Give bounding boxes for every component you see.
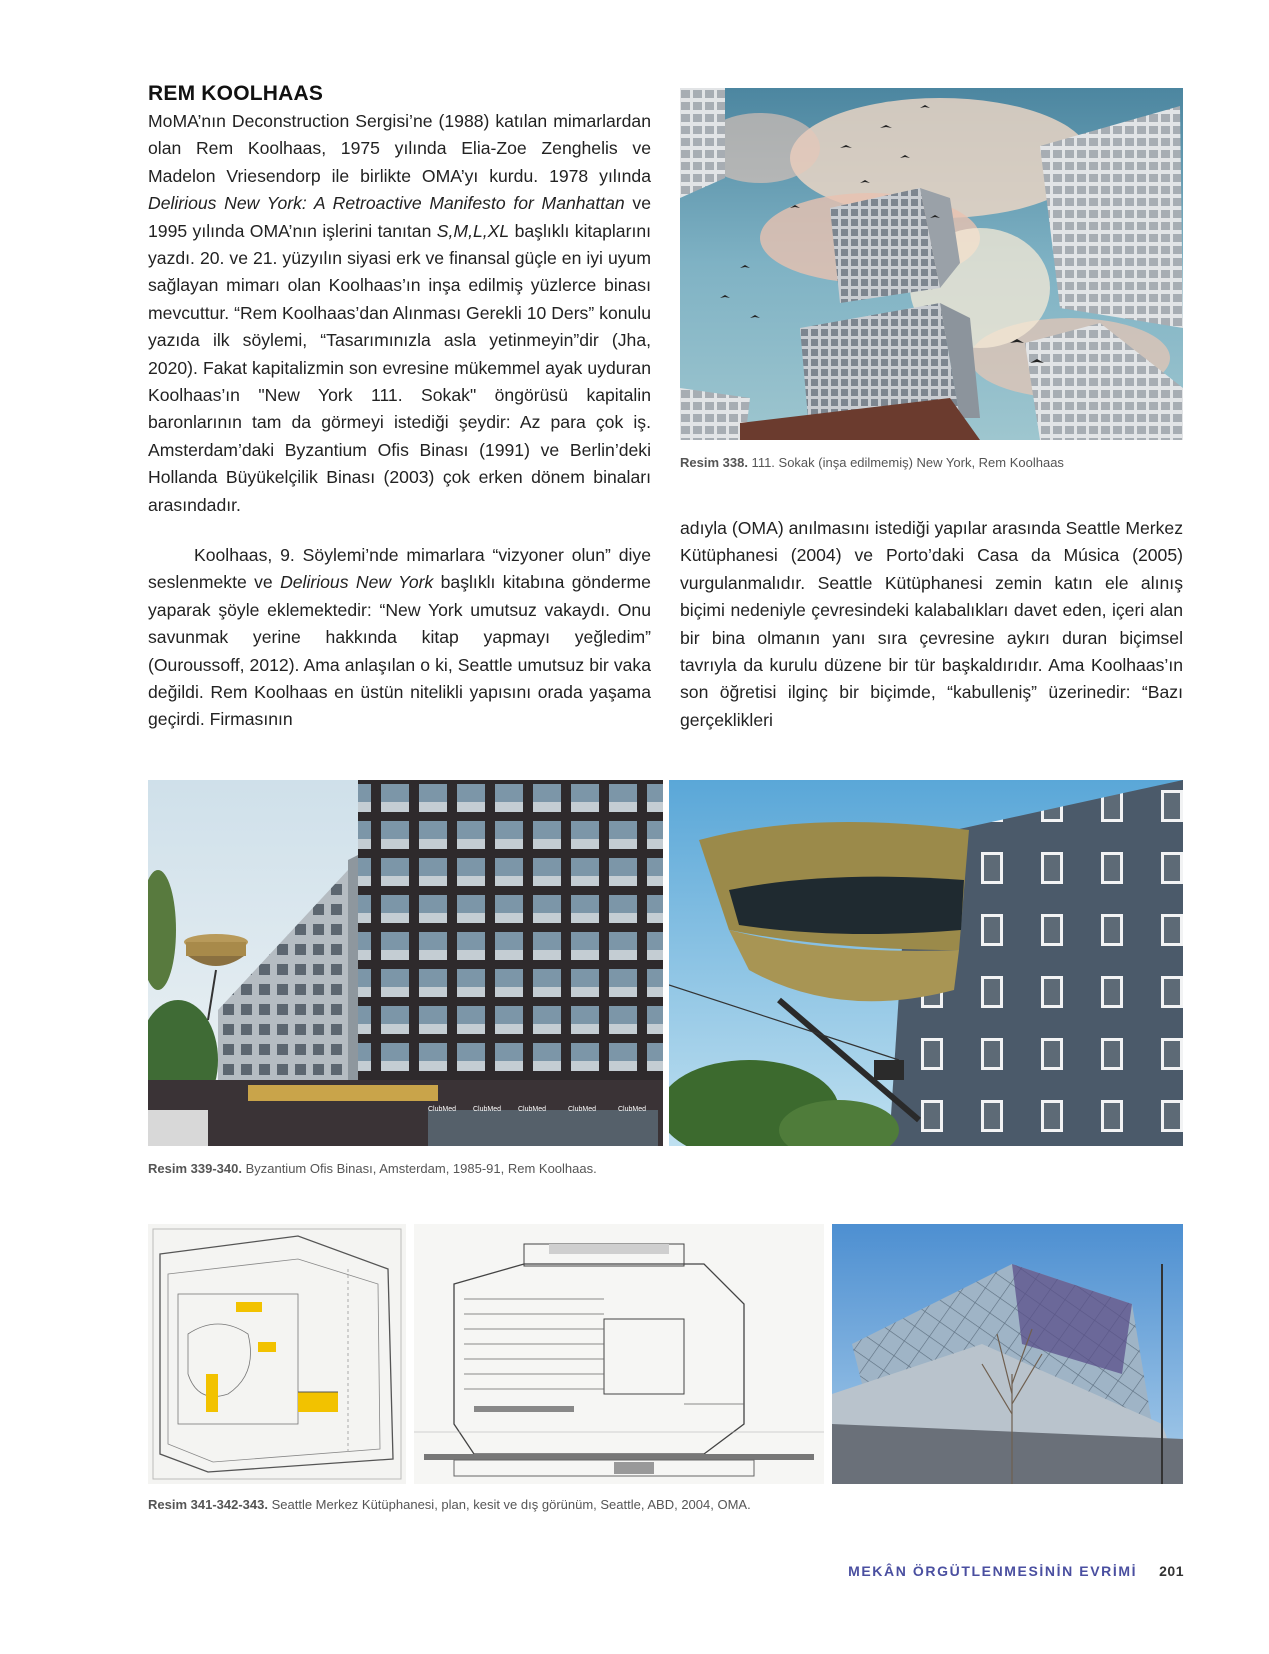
figure-338-caption [680, 455, 1064, 470]
figure-341-343-caption [148, 1497, 751, 1512]
text-run: ve 1995 yılında OMA’nın işlerini tanıtan [148, 193, 651, 241]
clubmed-sign: ClubMed [618, 1106, 647, 1113]
section-title: REM KOOLHAAS [148, 82, 324, 105]
clubmed-sign: ClubMed [428, 1106, 457, 1113]
text-run: MoMA’nın Deconstruction Sergisi’ne (1988) katılan mimarlardan olan Rem Koolhaas, 1975 yılında Elia-Zoe Zenghelis ve Madelon Vriesendorp ile birlikte OMA’yı kurdu. 1978 yılında [148, 111, 651, 186]
italic-title-run: Delirious New York: A Retroactive Manifesto for Manhattan [148, 193, 625, 214]
caption-label: Resim 339-340. [148, 1161, 242, 1176]
caption-label: Resim 338. [680, 455, 748, 470]
paragraph-2 [148, 542, 651, 734]
italic-title-run: S,M,L,XL [436, 220, 510, 241]
figure-339-photo [148, 780, 663, 1146]
italic-title-run: Delirious New York [280, 572, 434, 593]
clubmed-sign: ClubMed [568, 1106, 597, 1113]
page-number: 201 [1159, 1563, 1184, 1579]
body-text-right-bottom [680, 515, 1183, 734]
text-run: Koolhaas, 9. Söylemi’nde mimarlara “vizyoner olun” diye seslenmekte ve [148, 545, 651, 593]
text-run: başlıklı kitabına gönderme yaparak şöyle eklemektedir: “New York umutsuz vakaydı. Onu savunmak yerine hakkında kitap yapmayı yeğledim” (Ouroussoff, 2012). Ama anlaşılan o ki, Seattle umutsuz bir vaka değildi. Rem Koolhaas en üstün nitelikli yapısını orada yaşama geçirdi. Firmasının [148, 572, 651, 730]
figure-342-section-drawing [414, 1224, 824, 1484]
figure-340-photo [669, 780, 1183, 1146]
body-text-left-bottom [148, 542, 651, 734]
caption-label: Resim 341-342-343. [148, 1497, 268, 1512]
figure-341-plan-drawing [148, 1224, 406, 1484]
paragraph-1 [148, 108, 651, 519]
running-title: MEKÂN ÖRGÜTLENMESİNİN EVRİMİ [848, 1563, 1138, 1579]
clubmed-sign: ClubMed [518, 1106, 547, 1113]
figure-343-photo [832, 1224, 1183, 1484]
caption-text: Byzantium Ofis Binası, Amsterdam, 1985-91, Rem Koolhaas. [241, 1161, 597, 1176]
page-footer [848, 1563, 1184, 1579]
clubmed-sign: ClubMed [473, 1106, 502, 1113]
body-text-left-top [148, 108, 651, 519]
figure-338-photo [680, 88, 1183, 440]
caption-text: 111. Sokak (inşa edilmemiş) New York, Rem Koolhaas [747, 455, 1064, 470]
text-run: başlıklı kitaplarını yazdı. 20. ve 21. yüzyılın siyasi erk ve finansal güçle en iyi uyum sağlayan mimarı olan Koolhaas’ın inşa edilmiş yüzlerce binası mevcuttur. “Rem Koolhaas’dan Alınması Gerekli 10 Ders” konulu yazıda ilk söylemi, “Tasarımınızla asla yetinmeyin”dir (Jha, 2020). Fakat kapitalizmin son evresine mükemmel ayak uyduran Koolhaas’ın "New York 111. Sokak" öngörüsü kapitalin baronlarının tam da görmeyi istediği şeydir: Az para çok iş. Amsterdam’daki Byzantium Ofis Binası (1991) ve Berlin’deki Hollanda Büyükelçilik Binası (2003) çok erken dönem binaları arasındadır. [148, 220, 652, 515]
caption-text: Seattle Merkez Kütüphanesi, plan, kesit ve dış görünüm, Seattle, ABD, 2004, OMA. [267, 1497, 751, 1512]
text-run: adıyla (OMA) anılmasını istediği yapılar arasında Seattle Merkez Kütüphanesi (2004) ve Porto’daki Casa da Música (2005) vurgulanmalıdır. Seattle Kütüphanesi zemin katın ele alınış biçimi nedeniyle çevresindeki kalabalıkları davet eden, içeri alan bir bina olmanın yanı sıra çevresine aykırı duran biçimsel tavrıyla da kurulu düzene bir tür başkaldırıdır. Ama Koolhaas’ın son öğretisi ilginç bir biçimde, “kabulleniş” üzerinedir: “Bazı gerçeklikleri [680, 518, 1183, 730]
figure-339-340-caption [148, 1161, 597, 1176]
paragraph-3 [680, 515, 1183, 734]
